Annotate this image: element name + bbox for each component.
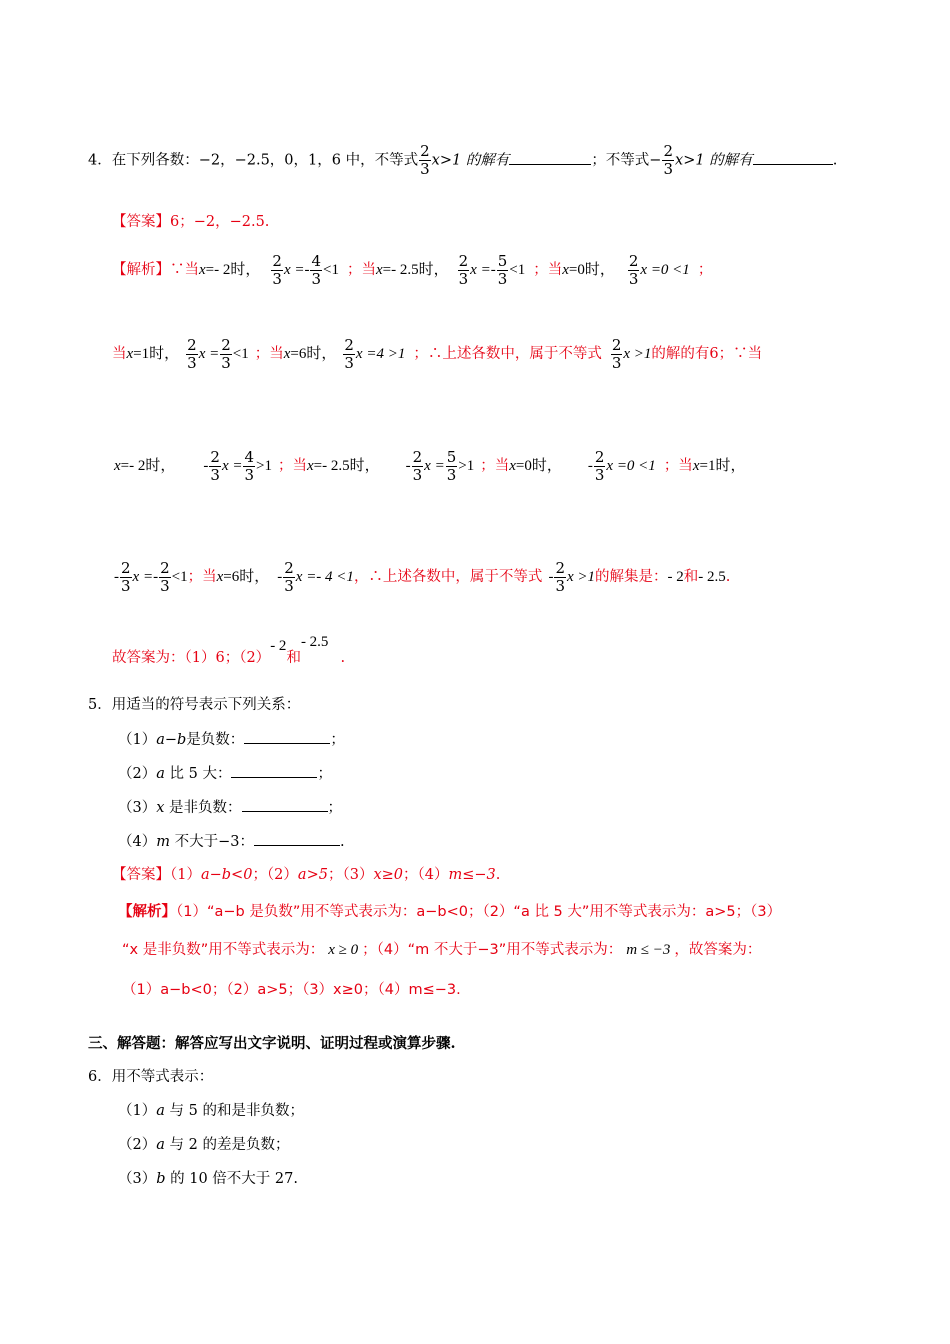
q5-item-1: （1）a−b是负数： ； xyxy=(118,729,345,750)
q4-analysis-line-3: x =- 2时， - $\frac{2}{3}$ x = $\frac{4}{3}$ >1 ；当 x =- 2.5时， - $\frac{2}{3}$ x = $\frac{5}{3}$ >1 ；当 x =0时， - $\frac{2}{3}$ x =0 <1 ；当 x =1时， xyxy=(114,447,746,484)
q5-title: 5．用适当的符号表示下列关系： xyxy=(88,697,301,713)
answer-blank xyxy=(753,150,833,165)
answer-blank xyxy=(509,150,591,165)
fraction: $\frac{5}{3}$ xyxy=(497,251,508,288)
section-3-title: 三、解答题：解答应写出文字说明、证明过程或演算步骤. xyxy=(88,1035,456,1052)
q4-line: 4．在下列各数：−2，−2.5，0，1，6 中，不等式 $\frac{2}{3}$ x>1 的解有 ；不等式− $\frac{2}{3}$ x>1 的解有 . xyxy=(88,142,838,178)
q6-item-2: （2）a 与 2 的差是负数； xyxy=(118,1137,290,1153)
fraction: $\frac{5}{3}$ xyxy=(446,447,457,484)
q5-analysis-line-2: “x 是非负数”用不等式表示为： x ≥ 0 ；（4）“m 不大于−3”用不等式表示为： m ≤ −3 ，故答案为： xyxy=(122,942,762,958)
q4-answer xyxy=(112,212,269,232)
fraction: $\frac{2}{3}$ xyxy=(210,447,220,484)
answer-blank xyxy=(244,729,330,744)
fraction: $\frac{2}{3}$ xyxy=(611,335,622,372)
q5-item-4: （4）m 不大于−3： . xyxy=(118,831,345,852)
fraction: $\frac{2}{3}$ xyxy=(284,558,294,595)
q5-analysis-line-3: （1）a−b<0；（2）a>5；（3）x≥0；（4）m≤−3. xyxy=(122,982,461,998)
q4-inequality-2: x>1 的解有 xyxy=(675,152,753,169)
answer-blank xyxy=(254,831,340,846)
q5-item-2: （2）a 比 5 大： ； xyxy=(118,763,332,784)
q4-analysis-line-1: 【解析】 ∵当 x =- 2时， $\frac{2}{3}$ x =- $\frac{4}{3}$ <1 ；当 x =- 2.5时， $\frac{2}{3}$ x =- $\frac{5}{3}$ <1 ；当 x =0时， $\frac{2}{3}$ x =0 <1 ； xyxy=(112,251,713,288)
fraction: $\frac{2}{3}$ xyxy=(555,558,565,595)
fraction: $\frac{2}{3}$ xyxy=(121,558,131,595)
fraction: $\frac{2}{3}$ xyxy=(458,251,469,288)
q4-analysis-line-4: - $\frac{2}{3}$ x =- $\frac{2}{3}$ <1 ；当 x =6时， - $\frac{2}{3}$ x =- 4 <1 ，∴上述各数中，属于不等式 - $\frac{2}{3}$ x >1 的解集是： - 2 和 - 2.5 . xyxy=(114,558,731,595)
fraction: $\frac{4}{3}$ xyxy=(244,447,255,484)
fraction: $\frac{2}{3}$ xyxy=(221,335,231,372)
fraction: $\frac{4}{3}$ xyxy=(311,251,322,288)
fraction: $\frac{2}{3}$ xyxy=(187,335,197,372)
fraction: $\frac{2}{3}$ xyxy=(628,251,639,288)
q6-item-1: （1）a 与 5 的和是非负数； xyxy=(118,1103,304,1119)
q4-inequality-1: x>1 的解有 xyxy=(431,152,510,169)
answer-blank xyxy=(242,797,328,812)
q4-prefix: 4．在下列各数：−2，−2.5，0，1，6 中，不等式 xyxy=(88,152,419,169)
fraction: $\frac{2}{3}$ xyxy=(412,447,423,484)
fraction: $\frac{2}{3}$ xyxy=(663,142,674,178)
answer-text: 6；−2，−2.5. xyxy=(170,214,270,230)
q6-title: 6．用不等式表示： xyxy=(88,1069,214,1085)
fraction: $\frac{2}{3}$ xyxy=(594,447,605,484)
fraction: $\frac{2}{3}$ xyxy=(344,335,354,372)
fraction: $\frac{2}{3}$ xyxy=(420,142,430,178)
q5-answer: 【答案】（1）a−b<0；（2）a>5；（3）x≥0；（4）m≤−3. xyxy=(112,867,501,883)
answer-tag: 【答案】 xyxy=(112,214,170,230)
fraction: $\frac{2}{3}$ xyxy=(272,251,282,288)
answer-blank xyxy=(231,763,317,778)
q4-conclusion: 故答案为：（1）6；（2）- 2和- 2.5. xyxy=(112,634,346,666)
q4-analysis-line-2: 当 x =1时， $\frac{2}{3}$ x = $\frac{2}{3}$ <1 ；当 x =6时， $\frac{2}{3}$ x =4 >1 ；∴上述各数中，属于不等式 $\frac{2}{3}$ x >1 的解的有6；∵当 xyxy=(112,335,763,372)
q4-separator: ；不等式− xyxy=(591,152,662,169)
analysis-tag: 【解析】 xyxy=(112,262,170,278)
fraction: $\frac{2}{3}$ xyxy=(160,558,170,595)
q6-item-3: （3）b 的 10 倍不大于 27. xyxy=(118,1171,298,1187)
q5-item-3: （3）x 是非负数： ； xyxy=(118,797,342,818)
q5-analysis-line-1: 【解析】（1）“a−b 是负数”用不等式表示为：a−b<0；（2）“a 比 5 大”用不等式表示为：a>5；（3） xyxy=(118,904,782,920)
